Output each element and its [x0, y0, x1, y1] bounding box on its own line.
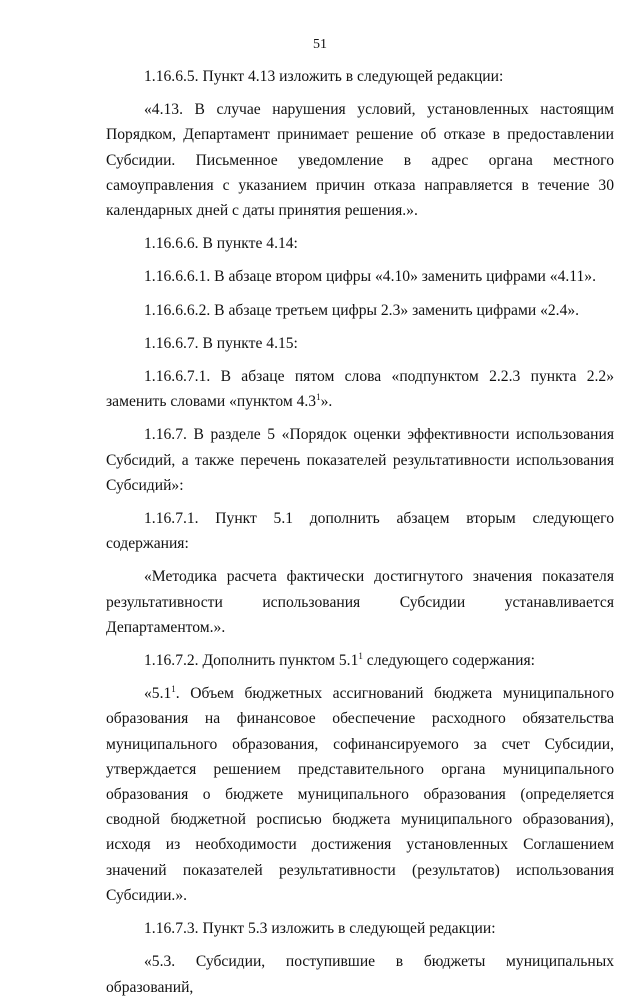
superscript: 1 [171, 684, 176, 695]
paragraph-text: . Объем бюджетных ассигнований бюджета муниципального образования на финансовое обеспечение расходного обязательства муниципального образования, софинансируемого за счет Субсидии, утверждается решением представительного органа муниципального образования о бюджете муниципального образования (определяется сводной бюджетной росписью бюджета муниципального образования), исходя из необходимости достижения установленных Соглашением значений показателей результативности (результатов) использования Субсидии.». [106, 685, 614, 904]
paragraph-text: следующего содержания: [362, 652, 536, 670]
paragraph-quote-4-13: «4.13. В случае нарушения условий, установленных настоящим Порядком, Департамент принимает решение об отказе в предоставлении Субсидии. Письменное уведомление в адрес органа местного самоуправления с указанием причин отказа направляется в течение 30 календарных дней с даты принятия решения.». [106, 101, 614, 220]
page-number: 51 [313, 37, 327, 52]
paragraph-text: «5.1 [144, 685, 172, 703]
paragraph-1-16-7-2 [106, 648, 614, 673]
superscript: 1 [358, 650, 363, 661]
paragraph-quote-5-3: «5.3. Субсидии, поступившие в бюджеты муниципальных образований, [106, 953, 614, 996]
paragraph-1-16-6-6-1: 1.16.6.6.1. В абзаце втором цифры «4.10» заменить цифрами «4.11». [144, 268, 596, 286]
paragraph-quote-5-1-1 [106, 681, 614, 908]
paragraph-1-16-7-3: 1.16.7.3. Пункт 5.3 изложить в следующей редакции: [144, 920, 496, 938]
paragraph-1-16-6-6: 1.16.6.6. В пункте 4.14: [144, 235, 298, 253]
paragraph-text: ». [320, 393, 333, 411]
paragraph-1-16-6-5: 1.16.6.5. Пункт 4.13 изложить в следующей редакции: [144, 68, 504, 85]
paragraph-methodology-quote: «Методика расчета фактически достигнутого значения показателя результативности использования Субсидии устанавливается Департаментом.». [106, 568, 614, 636]
superscript: 1 [316, 392, 321, 403]
paragraph-1-16-6-7-1 [106, 364, 614, 414]
paragraph-1-16-6-7: 1.16.6.7. В пункте 4.15: [144, 334, 298, 352]
paragraph-text: 1.16.6.7.1. В абзаце пятом слова «подпунктом 2.2.3 пункта 2.2» заменить словами «пунктом 4.3 [106, 368, 614, 411]
paragraph-1-16-7: 1.16.7. В разделе 5 «Порядок оценки эффективности использования Субсидий, а также перечень показателей результативности использования Субсидий»: [106, 426, 614, 494]
document-body [106, 64, 614, 1000]
paragraph-1-16-6-6-2: 1.16.6.6.2. В абзаце третьем цифры 2.3» заменить цифрами «2.4». [144, 301, 580, 319]
paragraph-1-16-7-1: 1.16.7.1. Пункт 5.1 дополнить абзацем вторым следующего содержания: [106, 510, 614, 553]
paragraph-text: 1.16.7.2. Дополнить пунктом 5.1 [144, 652, 359, 670]
